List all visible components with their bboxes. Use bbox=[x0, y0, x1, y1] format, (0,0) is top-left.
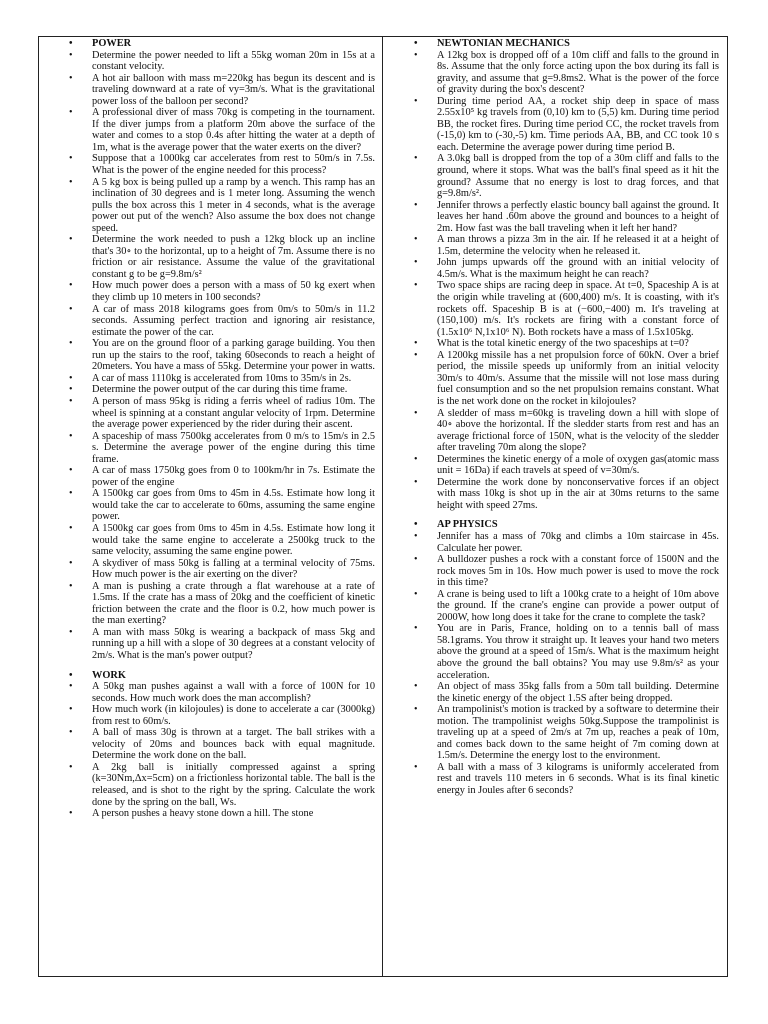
question-item: • A 1200kg missile has a net propulsion force of 60kN. Over a brief period, the missile speeds up uniformly from an initial velocity 30m/s to 40m/s. Assume that the missile will not lose mass during fuel consumption and so the net propulsion remains constant. What is the net work done on the rocket in kilojoules? bbox=[383, 350, 727, 408]
question-item: • A man throws a pizza 3m in the air. If he released it at a height of 1.5m, determine the velocity when he released it. bbox=[383, 234, 727, 257]
question-item: • A spaceship of mass 7500kg accelerates from 0 m/s to 15m/s in 2.5 s. Determine the average power of the engine during this time frame. bbox=[39, 431, 382, 466]
question-item: • A person of mass 95kg is riding a ferris wheel of radius 10m. The wheel is spinning at a constant angular velocity of 1rpm. Determine the average power experienced by the rider during their ascent. bbox=[39, 396, 382, 431]
question-item: • A bulldozer pushes a rock with a constant force of 1500N and the rock moves 5m in 10s. How much power is used to move the rock in this time? bbox=[383, 554, 727, 589]
question-item: • A professional diver of mass 70kg is competing in the tournament. If the diver jumps from a platform 20m above the surface of the water and comes to a stop 0.4s after hitting the water at a depth of 1m, what is the average power that the water exerts on the diver? bbox=[39, 107, 382, 153]
question-item: • A crane is being used to lift a 100kg crate to a height of 10m above the ground. If the crane's engine can provide a power output of 2000W, how long does it take for the crane to complete the task? bbox=[383, 589, 727, 624]
right-column bbox=[383, 37, 727, 976]
question-item: • Jennifer throws a perfectly elastic bouncy ball against the ground. It leaves her hand .60m above the ground and bounces to a height of 2m. How fast was the ball traveling when it left her hand? bbox=[383, 200, 727, 235]
section-spacer bbox=[39, 662, 382, 670]
section-heading-ap-physics: • AP PHYSICS bbox=[383, 519, 727, 531]
question-item: • Determine the power needed to lift a 55kg woman 20m in 15s at a constant velocity. bbox=[39, 50, 382, 73]
question-item: • A 50kg man pushes against a wall with a force of 100N for 10 seconds. How much work does the man accomplish? bbox=[39, 681, 382, 704]
question-item: • You are in Paris, France, holding on to a tennis ball of mass 58.1grams. You throw it straight up. It leaves your hand two meters above the ground at a speed of 15m/s. What is the maximum height above the ground the ball obtains? You may use 9.8m/s² as your acceleration. bbox=[383, 623, 727, 681]
question-item: • A 1500kg car goes from 0ms to 45m in 4.5s. Estimate how long it would take the car to accelerate to 60ms, assuming the same engine power. bbox=[39, 488, 382, 523]
question-item: • A person pushes a heavy stone down a hill. The stone bbox=[39, 808, 382, 820]
question-item: • John jumps upwards off the ground with an initial velocity of 4.5m/s. What is the maximum height he can reach? bbox=[383, 257, 727, 280]
question-item: • Determine the work done by nonconservative forces if an object with mass 10kg is shot up in the air at 30ms returns to the same height with speed 27ms. bbox=[383, 477, 727, 512]
question-item: • During time period AA, a rocket ship deep in space of mass 2.55x10⁵ kg travels from (0,10) km to (5,5) km. During time period BB, the rocket fires. During time period CC, the rocket travels from (-15,0) km to (-30,-5) km. Time periods AA, BB, and CC took 10 s each. Determine the average power during time period B. bbox=[383, 96, 727, 154]
question-item: • An trampolinist's motion is tracked by a software to determine their motion. The trampolinist weighs 50kg.Suppose the trampolinist is traveling up at a speed of 2m/s at 7m up, reaches a peak of 10m, and comes back down to the same height of 7m coming down at 1.5m/s. Determine the energy lost to the environment. bbox=[383, 704, 727, 762]
question-item: • You are on the ground floor of a parking garage building. You then run up the stairs to the roof, taking 60seconds to reach a height of 20meters. You have a mass of 55kg. Determine your power in watts. bbox=[39, 338, 382, 373]
question-item: • Determines the kinetic energy of a mole of oxygen gas(atomic mass unit = 16Da) if each travels at speed of v=30m/s. bbox=[383, 454, 727, 477]
question-item: • Suppose that a 1000kg car accelerates from rest to 50m/s in 7.5s. What is the power of the engine needed for this process? bbox=[39, 153, 382, 176]
section-spacer bbox=[383, 511, 727, 519]
section-heading-work: • WORK bbox=[39, 670, 382, 682]
question-item: • Two space ships are racing deep in space. At t=0, Spaceship A is at the origin while traveling at (600,400) m/s. It is coasting, with it's rockets off. Spaceship B is at (−600,−400) m. It's traveling at (150,100) m/s. It's rockets are firing with a constant force of (1.5x10⁶ N,1x10⁶ N). Both rockets have a mass of 1.5x105kg. bbox=[383, 280, 727, 338]
question-item: • A skydiver of mass 50kg is falling at a terminal velocity of 75ms. How much power is the air exerting on the diver? bbox=[39, 558, 382, 581]
section-heading-power: • POWER bbox=[39, 38, 382, 50]
right-question-list bbox=[383, 38, 727, 797]
question-item: • How much power does a person with a mass of 50 kg exert when they climb up 10 meters in 100 seconds? bbox=[39, 280, 382, 303]
question-item: • A 5 kg box is being pulled up a ramp by a wench. This ramp has an inclination of 30 degrees and is 1 meter long. Assuming the wench pulls the box across this 1 meter in 4 seconds, what is the average power out put of the wench? Also assume the box does not change speed. bbox=[39, 177, 382, 235]
question-item: • An object of mass 35kg falls from a 50m tall building. Determine the kinetic energy of the object 1.5S after being dropped. bbox=[383, 681, 727, 704]
section-heading-newtonian-mechanics: • NEWTONIAN MECHANICS bbox=[383, 38, 727, 50]
question-item: • What is the total kinetic energy of the two spaceships at t=0? bbox=[383, 338, 727, 350]
question-item: • A hot air balloon with mass m=220kg has begun its descent and is traveling downward at a rate of vy=3m/s. What is the gravitational power loss of the balloon per second? bbox=[39, 73, 382, 108]
question-item: • A 1500kg car goes from 0ms to 45m in 4.5s. Estimate how long it would take the same engine to accelerate a 2500kg truck to the same velocity, assuming the same engine power. bbox=[39, 523, 382, 558]
question-item: • A man with mass 50kg is wearing a backpack of mass 5kg and running up a hill with a slope of 30 degrees at a constant velocity of 2m/s. What is the man's power output? bbox=[39, 627, 382, 662]
question-item: • Determine the power output of the car during this time frame. bbox=[39, 384, 382, 396]
left-column bbox=[39, 37, 383, 976]
question-item: • A car of mass 2018 kilograms goes from 0m/s to 50m/s in 11.2 seconds. Assuming perfect traction and ignoring air resistance, estimate the power of the car. bbox=[39, 304, 382, 339]
question-item: • A 3.0kg ball is dropped from the top of a 30m cliff and falls to the ground, where it stops. What was the ball's final speed as it hit the ground? Assume that no energy is lost to drag forces, and that g=9.8m/s². bbox=[383, 153, 727, 199]
question-sheet bbox=[38, 36, 728, 977]
question-item: • A 2kg ball is initially compressed against a spring (k=30Nm,Δx=5cm) on a frictionless horizontal table. The ball is the released, and is shot to the right by the spring. Calculate the work done by the spring on the ball, Ws. bbox=[39, 762, 382, 808]
question-item: • A ball with a mass of 3 kilograms is uniformly accelerated from rest and travels 110 meters in 6 seconds. What is its final kinetic energy in Joules after 6 seconds? bbox=[383, 762, 727, 797]
question-item: • A 12kg box is dropped off of a 10m cliff and falls to the ground in 8s. Assume that the only force acting upon the box during its fall is gravity, and assume that g=9.8ms2. What is the power of the force of gravity during the box's descent? bbox=[383, 50, 727, 96]
left-question-list bbox=[39, 38, 382, 820]
question-item: • Jennifer has a mass of 70kg and climbs a 10m staircase in 45s. Calculate her power. bbox=[383, 531, 727, 554]
question-item: • A ball of mass 30g is thrown at a target. The ball strikes with a velocity of 20ms and bounces back with equal magnitude. Determine the work done on the ball. bbox=[39, 727, 382, 762]
question-item: • A car of mass 1750kg goes from 0 to 100km/hr in 7s. Estimate the power of the engine bbox=[39, 465, 382, 488]
question-item: • Determine the work needed to push a 12kg block up an incline that's 30∘ to the horizontal, up to a height of 7m. Assume there is no friction or air resistance. Assume the value of the gravitational constant g to be g=9.8m/s² bbox=[39, 234, 382, 280]
question-item: • A man is pushing a crate through a flat warehouse at a rate of 1.5ms. If the crate has a mass of 20kg and the coefficient of kinetic friction between the crate and the floor is 0.2, how much power is the man exerting? bbox=[39, 581, 382, 627]
question-item: • A car of mass 1110kg is accelerated from 10ms to 35m/s in 2s. bbox=[39, 373, 382, 385]
question-item: • A sledder of mass m=60kg is traveling down a hill with slope of 40∘ above the horizontal. If the sledder starts from rest and has an average frictional force of 150N, what is the velocity of the sledder after traveling 70m along the slope? bbox=[383, 408, 727, 454]
question-item: • How much work (in kilojoules) is done to accelerate a car (3000kg) from rest to 60m/s. bbox=[39, 704, 382, 727]
